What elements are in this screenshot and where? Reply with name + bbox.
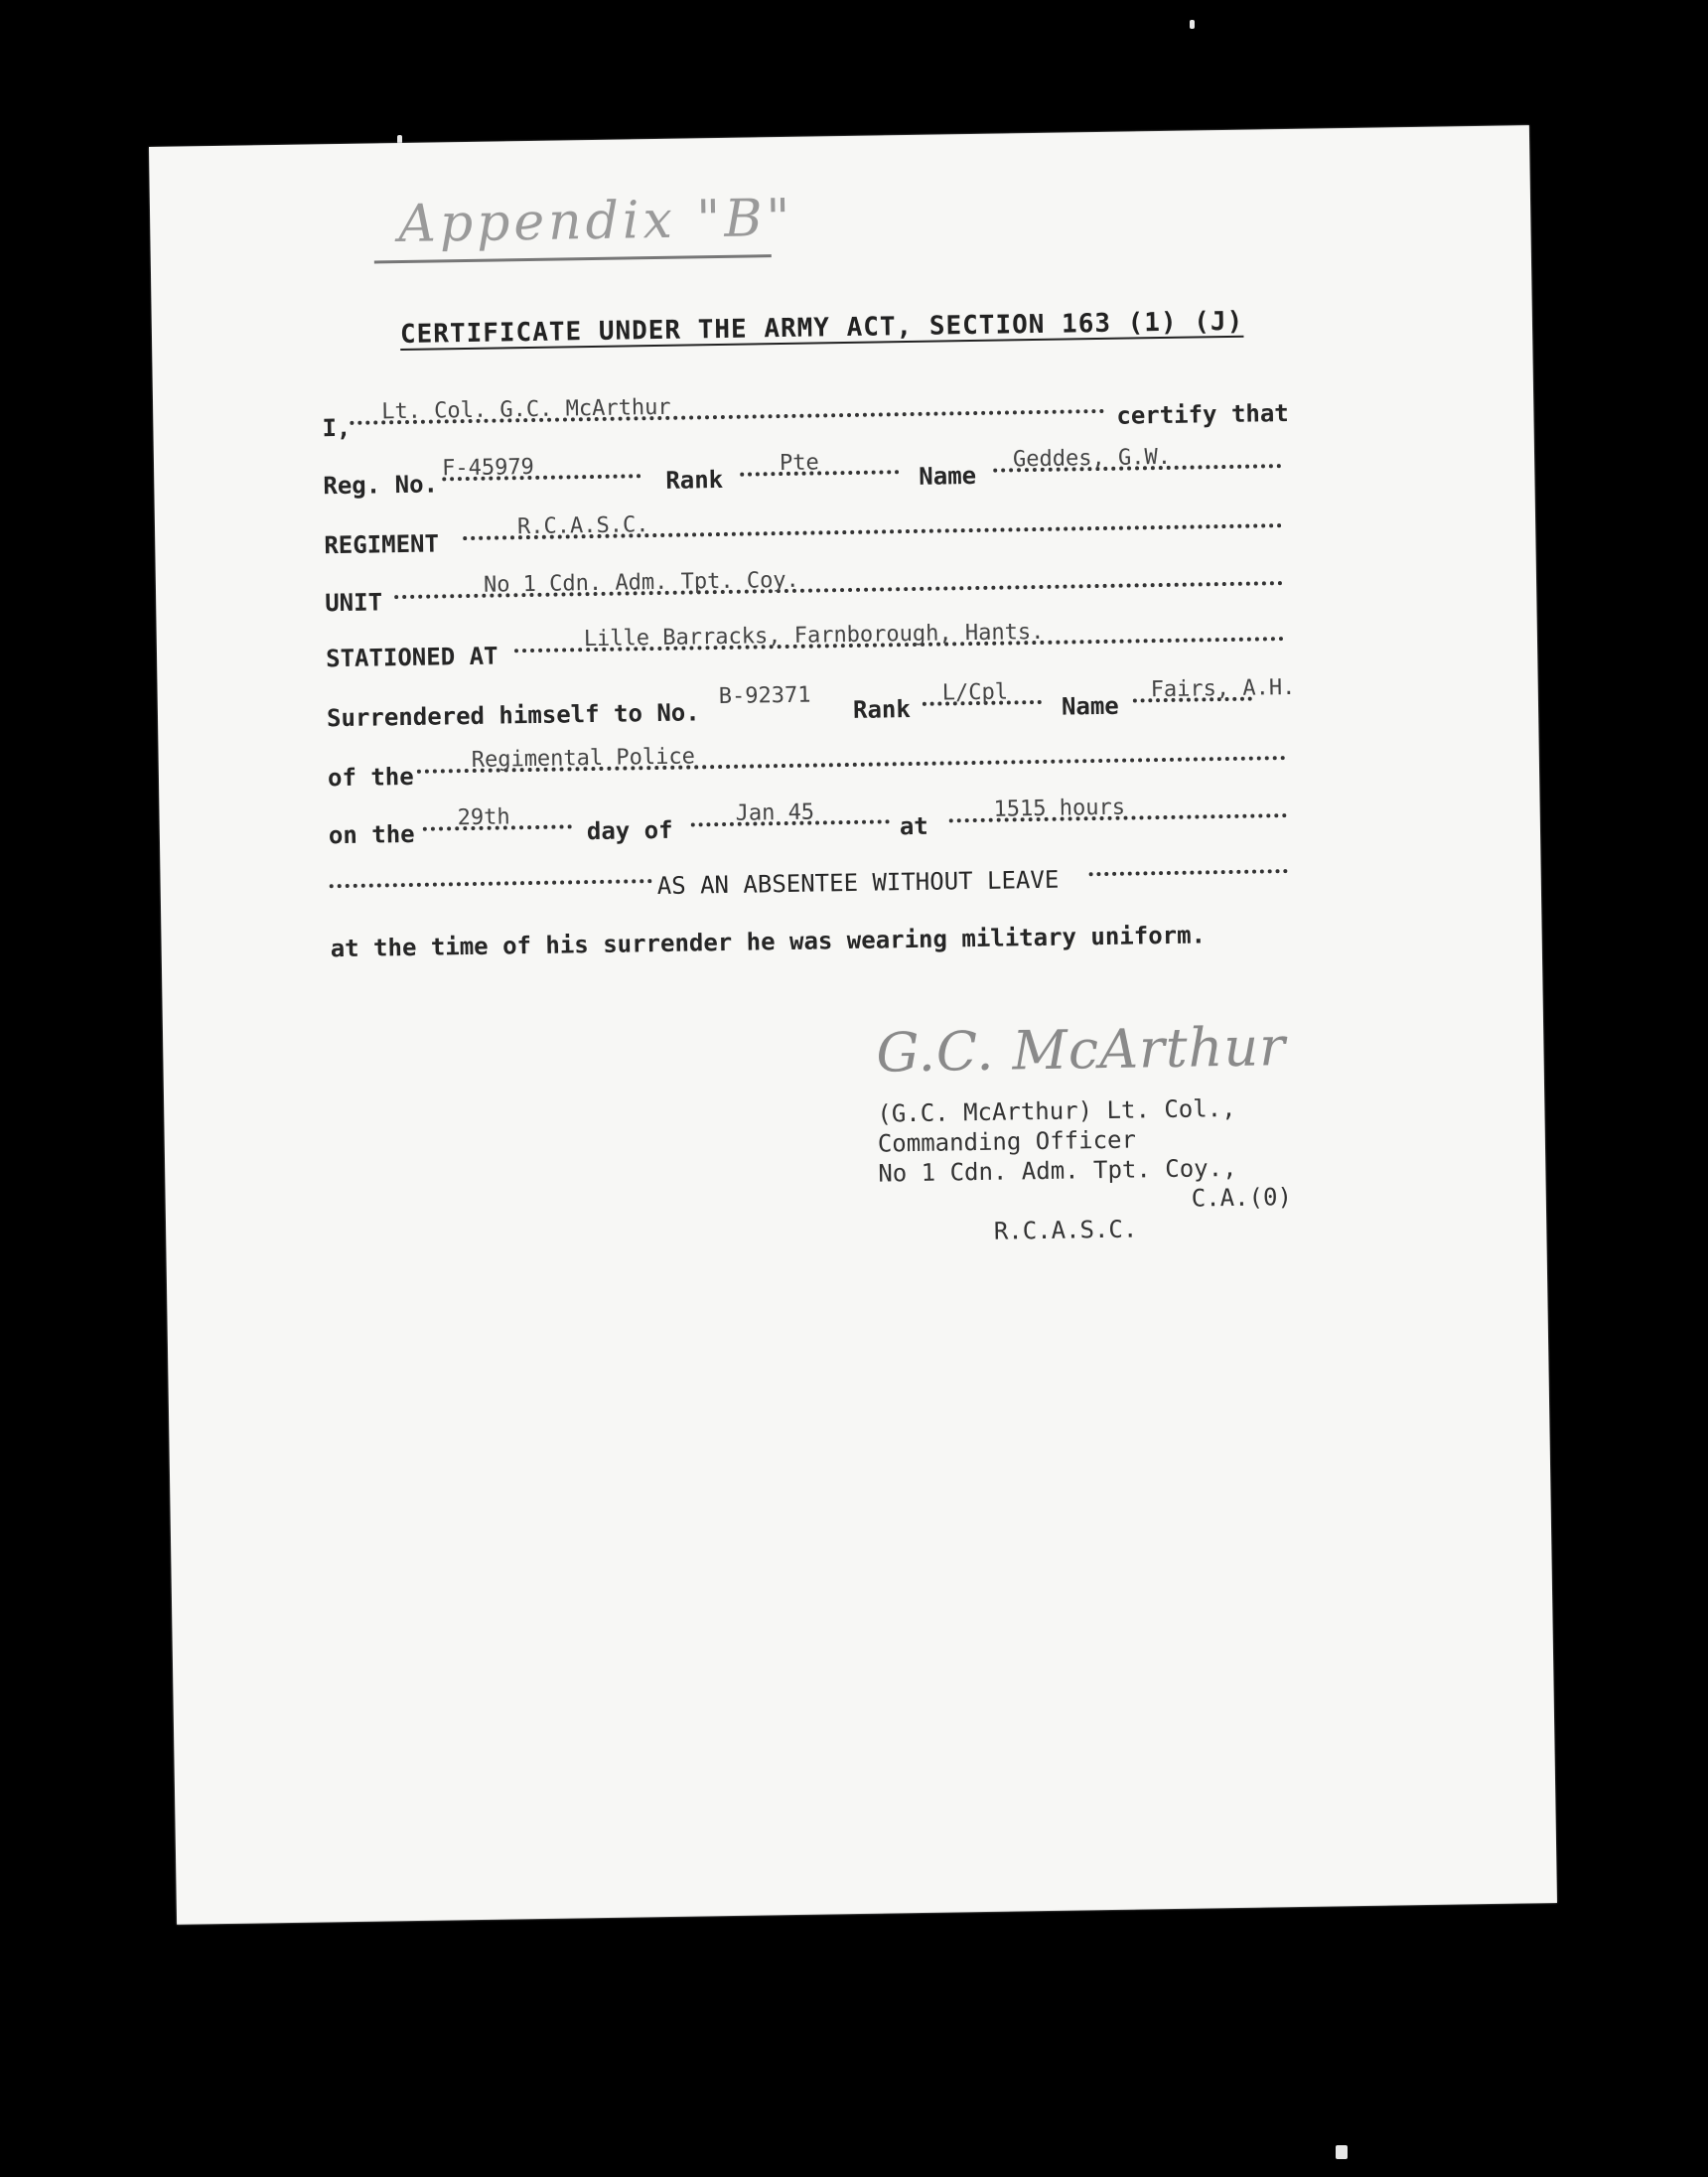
day-of-label: day of (586, 815, 673, 846)
name-label: Name (919, 461, 977, 491)
dotted-rule (330, 876, 652, 888)
surrendered-line (326, 671, 1518, 733)
month-value: Jan 45 (735, 799, 815, 826)
name-value: Geddes, G.W. (1012, 444, 1172, 473)
dotted-rule (740, 467, 899, 477)
signature-line-4 (879, 1182, 1298, 1308)
unit-value: No 1 Cdn. Adm. Tpt. Coy. (483, 567, 800, 598)
regiment-line (324, 499, 1515, 560)
police-rank-value: L/Cpl (941, 679, 1009, 706)
handwritten-signature: G.C. McArthur (875, 1015, 1287, 1085)
appendix-annotation: Appendix "B" (397, 188, 794, 255)
reg-no-label: Reg. No. (323, 470, 439, 501)
reg-no-value: F-45979 (441, 454, 535, 482)
police-rank-label: Rank (852, 695, 912, 724)
at-label: at (899, 811, 928, 841)
of-the-value: Regimental Police (471, 744, 696, 773)
certify-suffix: certify that (1116, 399, 1289, 430)
signature-corps: R.C.A.S.C. (993, 1215, 1138, 1245)
of-the-label: of the (327, 762, 414, 793)
signature-line-2: Commanding Officer (877, 1125, 1137, 1158)
rank-value: Pte (779, 450, 820, 477)
scan-speck (1336, 2145, 1348, 2159)
certify-line (322, 381, 1513, 443)
regiment-label: REGIMENT (324, 529, 440, 560)
certificate-title: CERTIFICATE UNDER THE ARMY ACT, SECTION 163 (1) (J) (399, 306, 1244, 351)
rank-label: Rank (665, 465, 724, 495)
time-value: 1515 hours (993, 795, 1126, 822)
certificate-sheet (149, 125, 1557, 1925)
signature-line-3: No 1 Cdn. Adm. Tpt. Coy., (878, 1153, 1237, 1188)
signature-block (877, 1092, 1297, 1308)
on-the-label: on the (328, 819, 415, 850)
of-the-line (327, 731, 1519, 793)
police-name-value: Fairs, A.H. (1150, 674, 1296, 703)
stationed-label: STATIONED AT (325, 642, 498, 673)
regiment-value: R.C.A.S.C. (516, 512, 649, 540)
awol-line (329, 844, 1520, 903)
signature-tag: C.A.(0) (1191, 1183, 1293, 1213)
police-no-value: B-92371 (718, 682, 811, 710)
police-name-label: Name (1061, 691, 1119, 721)
registration-line (323, 439, 1514, 501)
surrendered-label: Surrendered himself to No. (326, 698, 700, 733)
date-line (328, 789, 1519, 850)
certifying-officer: Lt. Col. G.C. McArthur (381, 394, 671, 425)
awol-text: AS AN ABSENTEE WITHOUT LEAVE (656, 865, 1060, 901)
signature-line-1: (G.C. McArthur) Lt. Col., (877, 1093, 1236, 1128)
uniform-line (330, 902, 1521, 963)
stationed-value: Lille Barracks, Farnborough, Hants. (583, 619, 1045, 653)
unit-line (325, 556, 1516, 618)
stationed-line (325, 612, 1517, 673)
day-value: 29th (457, 804, 510, 831)
uniform-text: at the time of his surrender he was wearing military uniform. (330, 921, 1207, 963)
dotted-rule (1089, 866, 1288, 876)
scan-speck (1190, 20, 1195, 29)
certify-prefix: I, (322, 413, 352, 443)
unit-label: UNIT (325, 588, 383, 618)
appendix-underline (374, 254, 772, 263)
